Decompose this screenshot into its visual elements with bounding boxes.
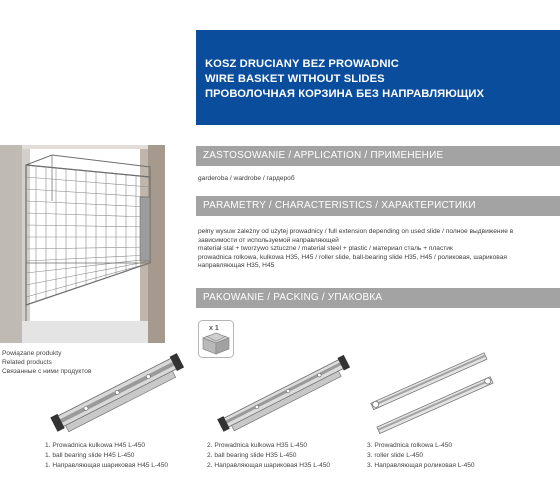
ball-bearing-slide-h35-image: [210, 350, 360, 442]
param-line: направляющая H35, H45: [198, 262, 275, 270]
caption-line: 3. roller slide L-450: [367, 452, 424, 460]
product-caption-3: [367, 441, 475, 472]
roller-slide-image: [365, 350, 505, 442]
param-line: materiał stal + tworzywo sztuczne / material steel + plastic / материал сталь + пластик: [198, 245, 453, 253]
caption-line: 1. Направляющая шариковая H45 L-450: [45, 462, 169, 470]
title-polish: KOSZ DRUCIANY BEZ PROWADNIC: [205, 58, 399, 70]
param-line: pełny wysuw zależny od użytej prowadnicy / full extension depending on used slide / полное выдвижение в: [198, 228, 514, 235]
ball-bearing-slide-h45-image: [44, 350, 194, 442]
section-parameters-title: PARAMETRY / CHARACTERISTICS / ХАРАКТЕРИСТИКИ: [203, 200, 476, 211]
section-application-title: ZASTOSOWANIE / APPLICATION / ПРИМЕНЕНИЕ: [203, 150, 444, 161]
related-ru: Связанные с ними продуктов: [2, 368, 92, 375]
section-parameters: [196, 196, 560, 216]
param-line: зависимости от используемой направляющей: [198, 236, 339, 244]
section-packing: [196, 288, 560, 308]
caption-line: 1. Prowadnica kulkowa H45 L-450: [45, 442, 146, 449]
parameters-text: [198, 228, 538, 271]
application-text: garderoba / wardrobe / гардероб: [198, 175, 295, 182]
section-application: [196, 146, 560, 166]
title-russian: ПРОВОЛОЧНАЯ КОРЗИНА БЕЗ НАПРАВЛЯЮЩИХ: [205, 88, 485, 100]
product-caption-1: [45, 441, 168, 472]
title-english: WIRE BASKET WITHOUT SLIDES: [205, 73, 385, 85]
caption-line: 2. Prowadnica kulkowa H35 L-450: [207, 442, 308, 449]
caption-line: 3. Направляющая роликовая L-450: [367, 462, 475, 470]
param-line: prowadnica rolkowa, kulkowa H35, H45 / roller slide, ball-bearing slide H35, H45 / роликовая, шариковая: [198, 253, 507, 261]
caption-line: 2. Направляющая шариковая H35 L-450: [207, 462, 331, 470]
quantity-label: x 1: [209, 325, 219, 332]
product-caption-2: [207, 441, 330, 472]
product-title: [205, 57, 484, 102]
related-en: Related products: [2, 359, 52, 366]
related-pl: Powiązane produkty: [2, 350, 62, 357]
caption-line: 2. ball bearing slide H35 L-450: [207, 452, 297, 460]
section-packing-title: PAKOWANIE / PACKING / УПАКОВКА: [203, 292, 383, 303]
caption-line: 1. ball bearing slide H45 L-450: [45, 452, 135, 460]
caption-line: 3. Prowadnica rolkowa L-450: [367, 442, 453, 449]
wire-basket-photo: [0, 145, 165, 343]
